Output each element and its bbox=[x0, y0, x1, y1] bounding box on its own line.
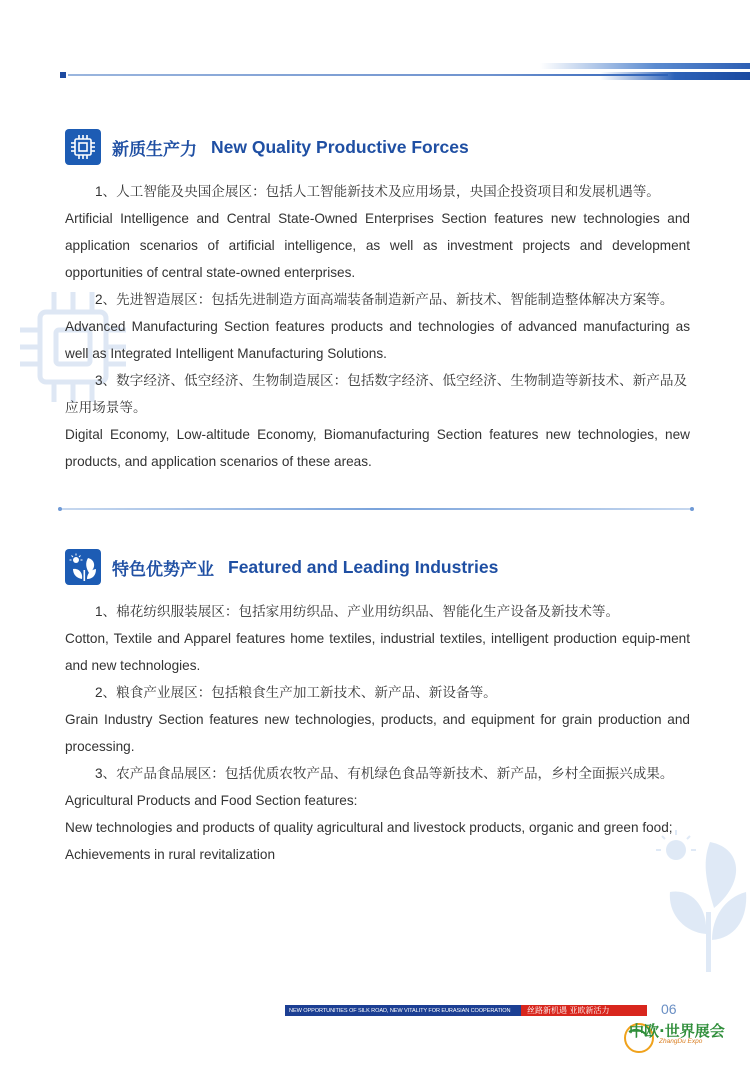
expo-logo bbox=[617, 1018, 729, 1058]
section-new-quality-productive-forces bbox=[65, 128, 690, 475]
header-dot bbox=[60, 72, 66, 78]
item-en-line: Achievements in rural revitalization bbox=[65, 847, 276, 862]
logo-text: 中欧·世界展会 bbox=[629, 1022, 725, 1040]
item-cn: 1、棉花纺织服装展区：包括家用纺织品、产业用纺织品、智能化生产设备及新技术等。 bbox=[95, 604, 620, 619]
item-en: Digital Economy, Low-altitude Economy, Biomanufacturing Section features new technologies, new products, and application scenarios of these areas. bbox=[65, 427, 690, 469]
sun-leaf-icon bbox=[65, 549, 101, 585]
section-title-cn: 新质生产力 bbox=[112, 139, 197, 159]
chip-icon bbox=[65, 129, 101, 165]
header-accent-bar bbox=[540, 63, 750, 69]
item-en-line: Agricultural Products and Food Section features: bbox=[65, 793, 358, 808]
section-featured-leading-industries bbox=[65, 548, 690, 868]
footer-slogan: 丝路新机遇 亚欧新活力 bbox=[527, 1006, 610, 1015]
footer-tagline-bar bbox=[285, 1005, 521, 1016]
item-en: Grain Industry Section features new technologies, products, and equipment for grain production and processing. bbox=[65, 712, 690, 754]
item-cn: 2、粮食产业展区：包括粮食生产加工新技术、新产品、新设备等。 bbox=[95, 685, 497, 700]
item-en: Advanced Manufacturing Section features products and technologies of advanced manufacturing as well as Integrated Intelligent Manufacturing Solutions. bbox=[65, 319, 690, 361]
section-header bbox=[65, 128, 690, 166]
logo-subtitle: ZhangDu Expo bbox=[659, 1038, 703, 1045]
item-cn: 1、人工智能及央国企展区：包括人工智能新技术及应用场景，央国企投资项目和发展机遇等。 bbox=[95, 184, 660, 199]
item-en: Cotton, Textile and Apparel features home textiles, industrial textiles, intelligent production equip-ment and new technologies. bbox=[65, 631, 690, 673]
item-cn: 2、先进智造展区：包括先进制造方面高端装备制造新产品、新技术、智能制造整体解决方案等。 bbox=[95, 292, 674, 307]
section-header bbox=[65, 548, 690, 586]
page-number: 06 bbox=[661, 1001, 677, 1017]
header-rule bbox=[68, 74, 668, 76]
item-en-line: New technologies and products of quality agricultural and livestock products, organic and green food; bbox=[65, 820, 673, 835]
section-title-cn: 特色优势产业 bbox=[112, 559, 214, 579]
footer-tagline: NEW OPPORTUNITIES OF SILK ROAD, NEW VITALITY FOR EURASIAN COOPERATION bbox=[289, 1007, 511, 1014]
item-cn: 3、农产品食品展区：包括优质农牧产品、有机绿色食品等新技术、新产品，乡村全面振兴成果。 bbox=[95, 766, 674, 781]
header-accent-bar-2 bbox=[600, 72, 750, 80]
item-cn: 3、数字经济、低空经济、生物制造展区：包括数字经济、低空经济、生物制造等新技术、新产品及应用场景等。 bbox=[65, 373, 688, 415]
divider-dot bbox=[58, 507, 62, 511]
divider-dot bbox=[690, 507, 694, 511]
section-divider bbox=[60, 508, 693, 510]
section-title-en: Featured and Leading Industries bbox=[228, 556, 499, 577]
item-en: Artificial Intelligence and Central State-Owned Enterprises Section features new technologies and application scenarios of artificial intelligence, as well as investment projects and development opportunities of central state-owned enterprises. bbox=[65, 211, 690, 280]
section-title-en: New Quality Productive Forces bbox=[211, 136, 469, 157]
footer-slogan-bar bbox=[521, 1005, 647, 1016]
